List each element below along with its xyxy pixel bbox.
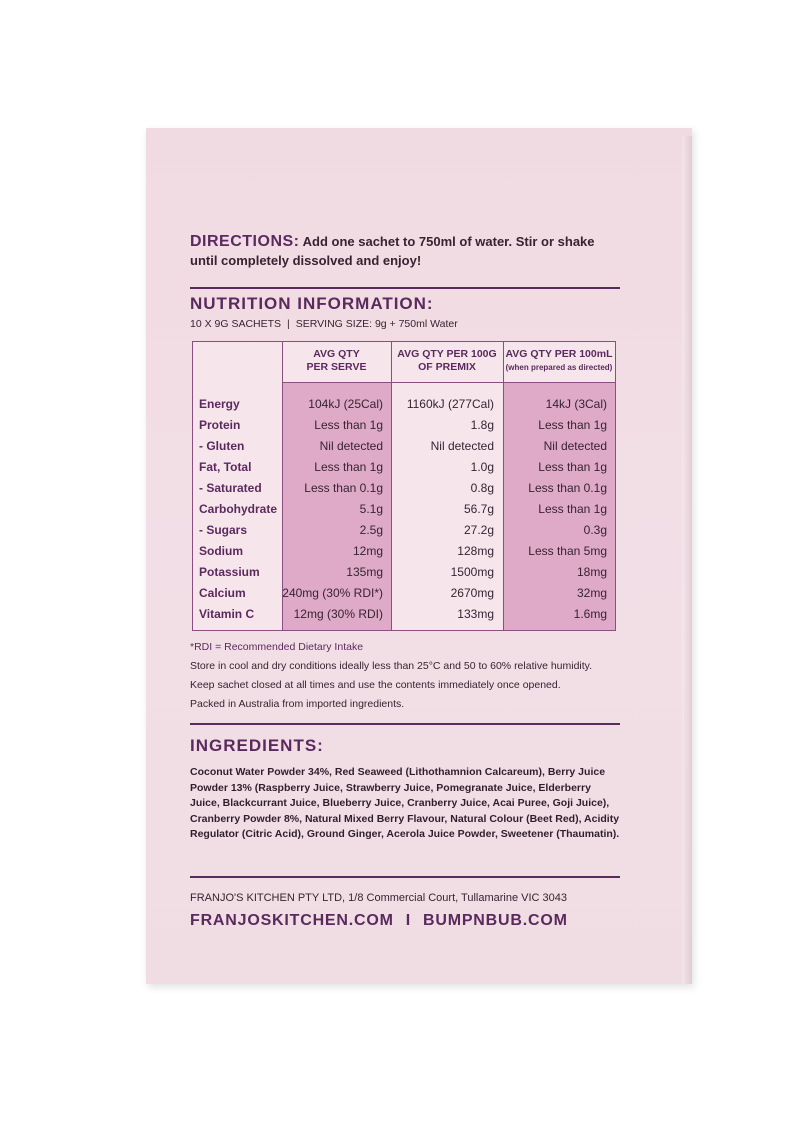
column-header-line: AVG QTY (313, 348, 360, 360)
value-per-100ml: Less than 0.1g (528, 481, 607, 495)
value-per-100g: 2670mg (450, 586, 494, 600)
nutrient-label: Protein (199, 418, 241, 432)
nutrient-label: - Gluten (199, 439, 245, 453)
value-per-100g: 128mg (457, 544, 494, 558)
value-per-serve: 5.1g (359, 502, 383, 516)
value-per-100g: 27.2g (463, 523, 494, 537)
value-per-100ml: Less than 5mg (528, 544, 607, 558)
storage-note: Store in cool and dry conditions ideally less than 25°C and 50 to 60% relative humidity. (190, 660, 593, 672)
sachet-count: 10 X 9G SACHETS (190, 318, 282, 330)
value-per-100ml: 1.6mg (573, 607, 607, 621)
value-per-100ml: Less than 1g (538, 502, 607, 516)
value-per-100g: 1500mg (450, 565, 494, 579)
divider (190, 876, 620, 878)
column-header-100g (391, 348, 503, 374)
nutrition-row (193, 583, 615, 604)
nutrient-label: Vitamin C (199, 607, 255, 621)
nutrition-row (193, 499, 615, 520)
column-header-100ml (503, 348, 615, 374)
package-side-edge (682, 136, 692, 984)
website-links (190, 912, 568, 930)
serving-size: SERVING SIZE: 9g + 750ml Water (295, 318, 458, 330)
serving-info (190, 318, 458, 330)
nutrition-row (193, 394, 615, 415)
nutrition-row (193, 415, 615, 436)
value-per-serve: Less than 1g (314, 460, 383, 474)
value-per-100g: 1160kJ (277Cal) (406, 397, 494, 411)
column-header-line: OF PREMIX (418, 361, 476, 373)
column-header-serve (282, 348, 391, 374)
separator: | (287, 318, 290, 330)
value-per-serve: 12mg (352, 544, 383, 558)
rdi-note: *RDI = Recommended Dietary Intake (190, 641, 364, 653)
company-address: FRANJO'S KITCHEN PTY LTD, 1/8 Commercial Court, Tullamarine VIC 3043 (190, 892, 568, 904)
value-per-100ml: Less than 1g (538, 418, 607, 432)
nutrition-row (193, 520, 615, 541)
nutrient-label: Sodium (199, 544, 243, 558)
separator: I (405, 912, 411, 929)
nutrition-row (193, 478, 615, 499)
nutrition-row (193, 457, 615, 478)
column-header-line: AVG QTY PER 100G (397, 348, 497, 360)
directions-body: Add one sachet to 750ml of water. Stir or shake until completely dissolved and enjoy! (190, 234, 595, 268)
value-per-100ml: 0.3g (583, 523, 607, 537)
value-per-100ml: 32mg (576, 586, 607, 600)
nutrient-label: Carbohydrate (199, 502, 278, 516)
value-per-100ml: 18mg (576, 565, 607, 579)
notes-block (190, 638, 630, 714)
nutrient-label: - Saturated (199, 481, 262, 495)
value-per-100g: 1.8g (470, 418, 494, 432)
value-per-serve: 104kJ (25Cal) (308, 397, 383, 411)
packed-note: Packed in Australia from imported ingredients. (190, 698, 405, 710)
column-header-line: PER SERVE (306, 361, 367, 373)
value-per-100g: 1.0g (470, 460, 494, 474)
value-per-serve: 2.5g (359, 523, 383, 537)
nutrition-row (193, 562, 615, 583)
column-header-note: (when prepared as directed) (505, 363, 613, 372)
value-per-serve: Less than 0.1g (304, 481, 383, 495)
value-per-100ml: 14kJ (3Cal) (545, 397, 607, 411)
website-franjos: FRANJOSKITCHEN.COM (190, 912, 394, 929)
nutrient-label: Potassium (199, 565, 260, 579)
column-header-line: AVG QTY PER 100mL (505, 348, 613, 360)
nutrient-label: Fat, Total (199, 460, 252, 474)
nutrition-title: NUTRITION INFORMATION: (190, 294, 434, 313)
value-per-100g: 56.7g (463, 502, 494, 516)
ingredients-title: INGREDIENTS: (190, 736, 324, 755)
header-divider (282, 382, 615, 383)
value-per-100ml: Nil detected (543, 439, 607, 453)
directions-text (190, 232, 620, 270)
ingredients-text: Coconut Water Powder 34%, Red Seaweed (Lithothamnion Calcareum), Berry Juice Powder 13% (Raspberry Juice, Strawberry Juice, Pomegranate Juice, Elderberry Juice, Blackcurrant Juice, Blueberry Juice, Cranberry Juice, Acai Puree, Goji Juice), Cranberry Powder 8%, Natural Mixed Berry Flavour, Natural Colour (Beet Red), Acidity Regulator (Citric Acid), Ground Ginger, Acerola Juice Powder, Sweetener (Thaumatin). (190, 766, 620, 840)
divider (190, 287, 620, 289)
nutrient-label: Energy (199, 397, 240, 411)
value-per-serve: Nil detected (319, 439, 383, 453)
value-per-100g: 133mg (457, 607, 494, 621)
nutrition-row (193, 436, 615, 457)
nutrient-label: - Sugars (199, 523, 248, 537)
website-bumpnbub: BUMPNBUB.COM (423, 912, 568, 929)
value-per-serve: Less than 1g (314, 418, 383, 432)
value-per-serve: 135mg (346, 565, 383, 579)
nutrient-label: Calcium (199, 586, 246, 600)
nutrition-row (193, 604, 615, 625)
nutrition-row (193, 541, 615, 562)
value-per-serve: 12mg (30% RDI) (293, 607, 383, 621)
divider (190, 723, 620, 725)
directions-label: DIRECTIONS: (190, 233, 300, 250)
nutrition-rows (193, 394, 615, 625)
nutrition-table (192, 341, 616, 631)
keep-note: Keep sachet closed at all times and use the contents immediately once opened. (190, 679, 561, 691)
value-per-100ml: Less than 1g (538, 460, 607, 474)
value-per-100g: Nil detected (430, 439, 494, 453)
value-per-100g: 0.8g (470, 481, 494, 495)
directions-block (190, 232, 620, 270)
value-per-serve: 240mg (30% RDI*) (282, 586, 383, 600)
